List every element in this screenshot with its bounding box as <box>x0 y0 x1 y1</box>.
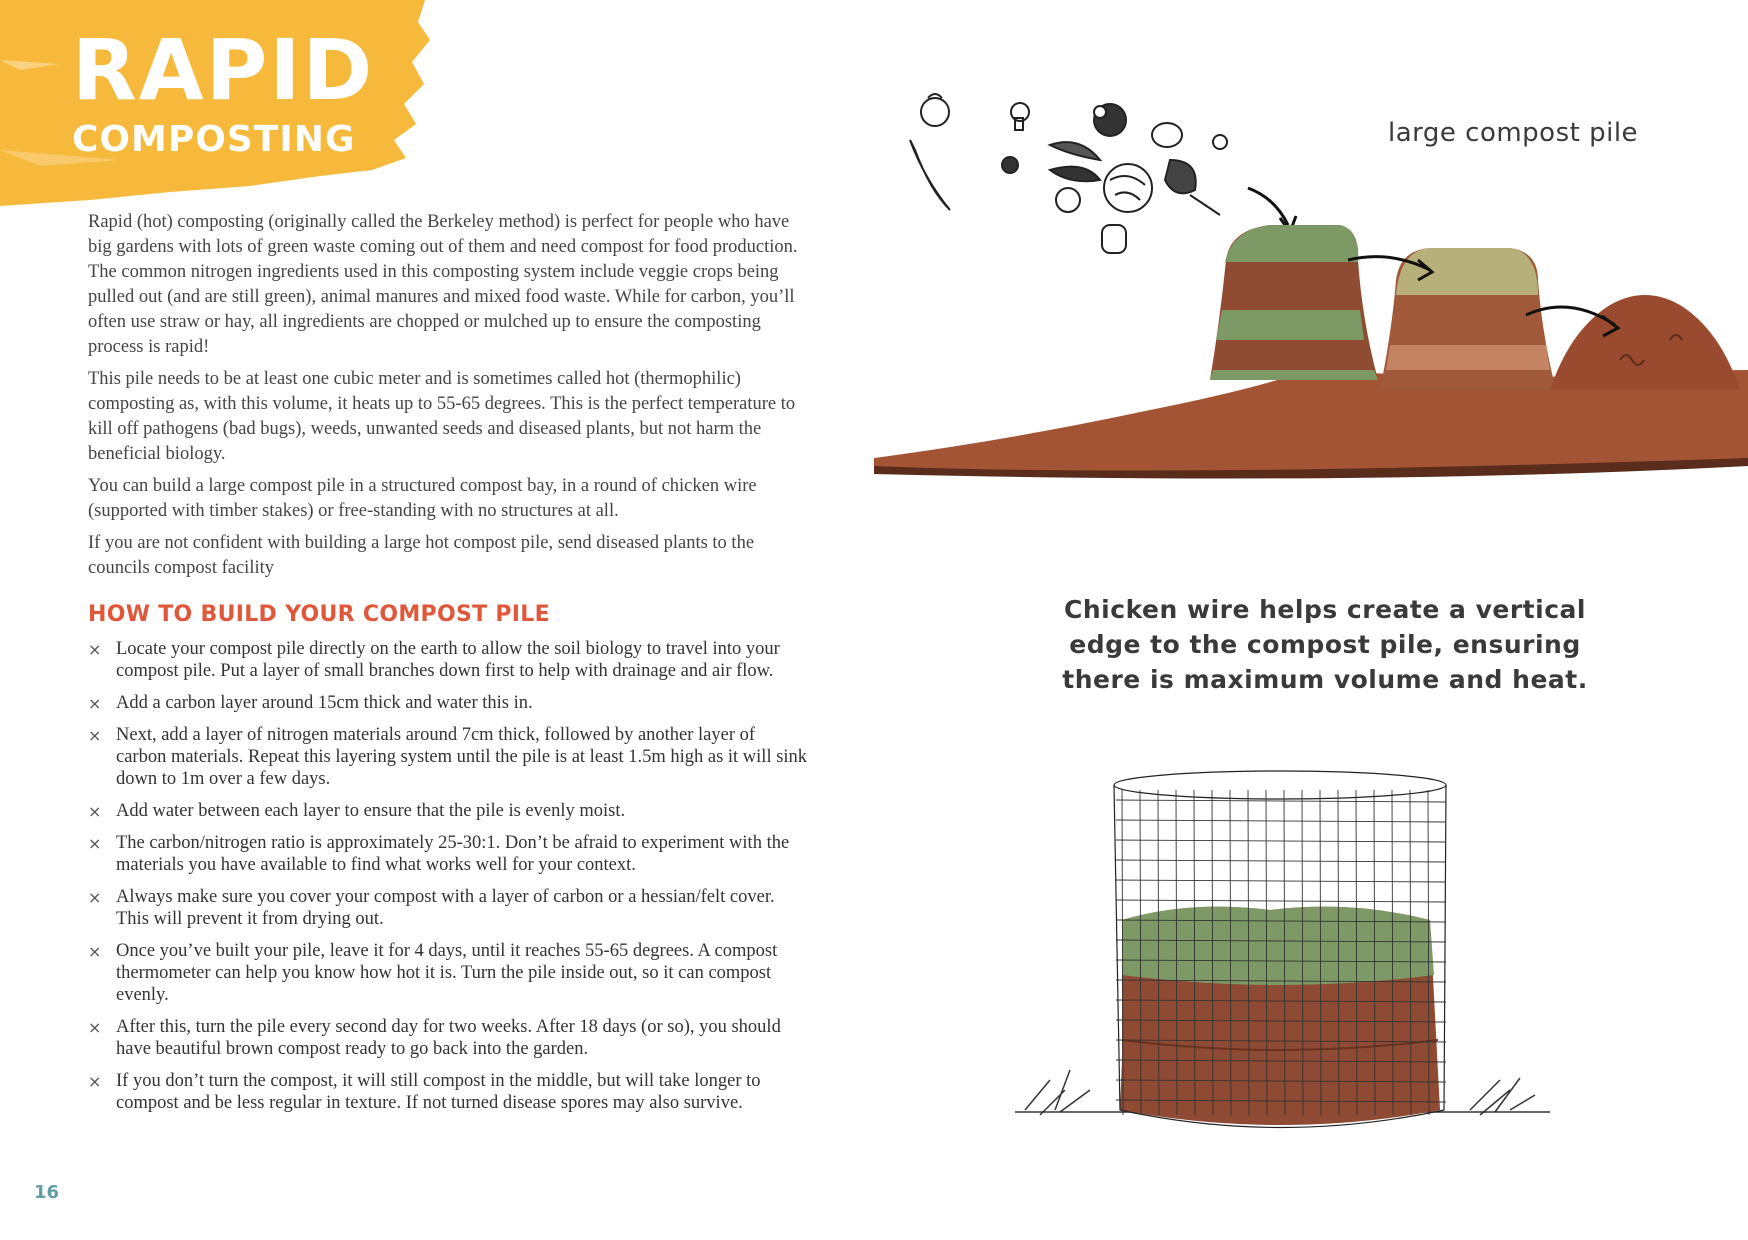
cross-bullet-icon: × <box>88 888 102 907</box>
cross-bullet-icon: × <box>88 942 102 961</box>
intro-paragraph: If you are not confident with building a large hot compost pile, send diseased plants to the councils compost facility <box>88 533 755 578</box>
step-text: After this, turn the pile every second day for two weeks. After 18 days (or so), you should have beautiful brown compost ready to go back into the garden. <box>116 1017 781 1059</box>
list-item <box>88 638 808 682</box>
cross-bullet-icon: × <box>88 834 102 853</box>
list-item <box>88 724 808 790</box>
wire-strand <box>1116 860 1446 862</box>
list-item <box>88 886 808 930</box>
wire-strand <box>1116 820 1446 822</box>
list-item <box>88 940 808 1006</box>
step-text: Add a carbon layer around 15cm thick and water this in. <box>116 693 533 713</box>
cross-bullet-icon: × <box>88 726 102 745</box>
wire-strand <box>1116 880 1446 882</box>
step-text: If you don’t turn the compost, it will still compost in the middle, but will take longer to compost and be less regular in texture. If not turned disease spores may also survive. <box>116 1071 761 1113</box>
step-text: Next, add a layer of nitrogen materials around 7cm thick, followed by another layer of carbon materials. Repeat this layering system until the pile is at least 1.5m high as it will sink down to 1m over a few days. <box>116 725 808 789</box>
wire-strand <box>1116 900 1446 902</box>
cross-bullet-icon: × <box>88 640 102 659</box>
step-text: Add water between each layer to ensure that the pile is evenly moist. <box>116 801 626 821</box>
cross-bullet-icon: × <box>88 1072 102 1091</box>
page-subtitle: COMPOSTING <box>72 119 356 160</box>
step-text: Once you’ve built your pile, leave it for 4 days, until it reaches 55-65 degrees. A compost thermometer can help you know how hot it is. Turn the pile inside out, so it can compost evenly. <box>116 941 778 1005</box>
list-item <box>88 1016 808 1060</box>
page-number: 16 <box>34 1182 60 1203</box>
cross-bullet-icon: × <box>88 1018 102 1037</box>
list-item <box>88 800 808 822</box>
pile-label: large compost pile <box>1388 118 1639 148</box>
wire-strand <box>1116 800 1446 802</box>
compost-pile-illustration <box>870 90 1748 490</box>
wire-caption: Chicken wire helps create a vertical edge to the compost pile, ensuring there is maximum volume and heat. <box>1062 595 1588 694</box>
intro-paragraph: This pile needs to be at least one cubic meter and is sometimes called hot (thermophilic) composting as, with this volume, it heats up to 55-65 degrees. This is the perfect temperature to kill off pathogens (bad bugs), weeds, unwanted seeds and diseased plants, but not harm the beneficial biology. <box>88 369 796 464</box>
step-text: Always make sure you cover your compost with a layer of carbon or a hessian/felt cover. This will prevent it from drying out. <box>116 887 775 929</box>
list-item <box>88 1070 808 1114</box>
intro-text <box>88 210 803 588</box>
wire-strand <box>1116 840 1446 842</box>
step-text: Locate your compost pile directly on the earth to allow the soil biology to travel into your compost pile. Put a layer of small branches down first to help with drainage and air flow. <box>116 639 780 681</box>
intro-paragraph: You can build a large compost pile in a structured compost bay, in a round of chicken wire (supported with timber stakes) or free-standing with no structures at all. <box>88 476 757 521</box>
chicken-wire-bin-illustration <box>1010 760 1630 1190</box>
list-item <box>88 692 808 714</box>
steps-list <box>88 638 808 1124</box>
list-item <box>88 832 808 876</box>
intro-paragraph: Rapid (hot) composting (originally called the Berkeley method) is perfect for people who have big gardens with lots of green waste coming out of them and need compost for food production. The common nitrogen ingredients used in this composting system include veggie crops being pulled out (and are still green), animal manures and mixed food waste. While for carbon, you’ll often use straw or hay, all ingredients are chopped or mulched up to ensure the composting process is rapid! <box>88 212 798 357</box>
step-text: The carbon/nitrogen ratio is approximately 25-30:1. Don’t be afraid to experiment with the materials you have available to find what works well for your context. <box>116 833 790 875</box>
cross-bullet-icon: × <box>88 694 102 713</box>
page-title: RAPID <box>72 21 375 119</box>
section-heading: HOW TO BUILD YOUR COMPOST PILE <box>88 602 550 627</box>
food-scraps-icon <box>910 94 1227 253</box>
cross-bullet-icon: × <box>88 802 102 821</box>
